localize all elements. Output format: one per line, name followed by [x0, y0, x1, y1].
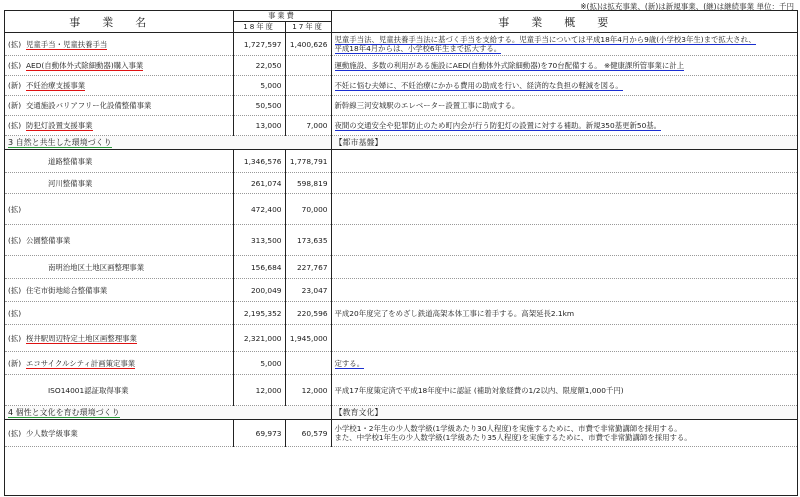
budget-fy18: 5,000: [233, 76, 285, 96]
overview-line: 平成20年度完了をめざし鉄道高架本体工事に着手する。高架延長2.1km: [334, 308, 575, 318]
budget-fy18: 2,195,352: [233, 302, 285, 325]
project-name: 道路整備事業: [48, 156, 93, 166]
project-name: 河川整備事業: [48, 178, 93, 188]
budget-fy18: 472,400: [233, 194, 285, 225]
project-overview: [331, 76, 797, 96]
project-name: 児童手当・児童扶養手当: [26, 39, 108, 49]
overview-line: 平成17年度策定済で平成18年度中に認証 (補助対象経費の1/2以内、限度額1,000千円): [334, 385, 624, 395]
section-category: 【都市基盤】: [331, 136, 797, 150]
project-overview: [331, 173, 797, 194]
project-overview: [331, 116, 797, 136]
budget-fy18: 2,321,000: [233, 325, 285, 352]
overview-line: 小学校1・2年生の少人数学級(1学級あたり30人程度)を実施するために、市費で非常勤講師を採用する。: [334, 424, 682, 433]
overview-line: 定する。: [334, 358, 365, 368]
budget-fy18: 12,000: [233, 375, 285, 406]
budget-fy17: [285, 96, 331, 116]
project-status-tag: (拡): [8, 428, 22, 438]
budget-fy17: 227,767: [285, 256, 331, 279]
table-row: [5, 150, 797, 173]
project-status-tag: (拡): [8, 235, 22, 245]
budget-fy17: 173,635: [285, 225, 331, 256]
project-name: 少人数学級事業: [26, 428, 78, 438]
overview-line: また、中学校1年生の少人数学級(1学級あたり35人程度)を実施するために、市費で非常勤講師を採用する。: [334, 433, 692, 442]
budget-fy18: 156,684: [233, 256, 285, 279]
budget-fy17: 60,579: [285, 420, 331, 447]
budget-table-body: [5, 33, 797, 447]
budget-fy18: 69,973: [233, 420, 285, 447]
project-overview: [331, 256, 797, 279]
section-row: [5, 136, 797, 150]
budget-fy17: 1,945,000: [285, 325, 331, 352]
section-title: 4 個性と文化を育む環境づくり: [8, 408, 120, 417]
overview-line: 運動施設、多数の利用がある施設にAED(自動体外式除細動器)を70台配備する。 ※健康課所管事業に計上: [334, 61, 685, 70]
section-category: 【教育文化】: [331, 406, 797, 420]
table-row: [5, 375, 797, 406]
budget-fy17: [285, 352, 331, 375]
table-row: [5, 352, 797, 375]
budget-fy17: 12,000: [285, 375, 331, 406]
table-row: [5, 173, 797, 194]
overview-line: 不妊に悩む夫婦に、不妊治療にかかる費用の助成を行い、経済的な負担の軽減を図る。: [334, 81, 623, 90]
budget-fy18: 13,000: [233, 116, 285, 136]
table-row: [5, 256, 797, 279]
project-status-tag: (新): [8, 81, 22, 90]
unit-note: ※(拡)は拡充事業、(新)は新規事業、(継)は継続事業 単位：千円: [580, 2, 794, 11]
table-row: [5, 116, 797, 136]
table-row: [5, 194, 797, 225]
project-overview: [331, 33, 797, 56]
budget-fy18: 261,074: [233, 173, 285, 194]
project-overview: [331, 420, 797, 447]
table-row: [5, 279, 797, 302]
table-row: [5, 33, 797, 56]
budget-fy18: 313,500: [233, 225, 285, 256]
project-overview: [331, 194, 797, 225]
overview-line: 新幹線三河安城駅のエレベーター設置工事に助成する。: [334, 101, 520, 110]
header-overview: 事業概要: [331, 11, 797, 33]
project-name: 不妊治療支援事業: [26, 81, 86, 90]
project-name: 南明治地区土地区画整理事業: [48, 262, 145, 272]
project-name: 交通施設バリアフリー化設備整備事業: [26, 101, 152, 110]
project-overview: [331, 225, 797, 256]
table-row: [5, 420, 797, 447]
table-row: [5, 56, 797, 76]
project-overview: [331, 56, 797, 76]
project-status-tag: (拡): [8, 308, 22, 318]
budget-fy18: 22,050: [233, 56, 285, 76]
project-name: 公園整備事業: [26, 235, 71, 245]
project-status-tag: (拡): [8, 121, 22, 130]
table-row: [5, 76, 797, 96]
project-status-tag: (拡): [8, 39, 22, 49]
project-status-tag: (新): [8, 358, 22, 368]
project-overview: [331, 375, 797, 406]
project-overview: [331, 325, 797, 352]
project-name: AED(自動体外式除細動器)購入事業: [26, 61, 144, 70]
budget-fy18: 1,727,597: [233, 33, 285, 56]
budget-fy18: 200,049: [233, 279, 285, 302]
project-status-tag: (拡): [8, 285, 22, 295]
budget-fy17: [285, 76, 331, 96]
project-status-tag: (拡): [8, 204, 22, 214]
budget-fy18: 5,000: [233, 352, 285, 375]
project-status-tag: (拡): [8, 333, 22, 343]
budget-fy17: 220,596: [285, 302, 331, 325]
header-budget: 事業費: [233, 11, 331, 22]
project-name: 防犯灯設置支援事業: [26, 121, 93, 130]
budget-fy18: 50,500: [233, 96, 285, 116]
budget-table-sheet: [4, 10, 798, 496]
overview-line: 夜間の交通安全や犯罪防止のため町内会が行う防犯灯の設置に対する補助。新規350基更新50基。: [334, 121, 662, 130]
overview-line: 児童手当法、児童扶養手当法に基づく手当を支給する。児童手当については平成18年4月から9歳(小学校3年生)まで拡大され、: [334, 35, 756, 44]
project-overview: [331, 352, 797, 375]
budget-fy17: 23,047: [285, 279, 331, 302]
header-fy17: 17年度: [285, 22, 331, 33]
project-status-tag: (新): [8, 101, 22, 110]
project-overview: [331, 96, 797, 116]
budget-fy17: 1,400,626: [285, 33, 331, 56]
budget-fy17: 70,000: [285, 194, 331, 225]
table-row: [5, 96, 797, 116]
budget-fy17: 1,778,791: [285, 150, 331, 173]
overview-line: 平成18年4月からは、小学校6年生まで拡大する。: [334, 44, 502, 53]
project-name: 桜井駅周辺特定土地区画整理事業: [26, 333, 137, 343]
project-status-tag: (拡): [8, 61, 22, 70]
project-name: エコサイクルシティ計画策定事業: [26, 358, 136, 368]
budget-fy17: 598,819: [285, 173, 331, 194]
project-overview: [331, 279, 797, 302]
header-fy18: 18年度: [233, 22, 285, 33]
table-row: [5, 225, 797, 256]
header-project-name: 事業名: [5, 11, 233, 33]
table-row: [5, 325, 797, 352]
project-overview: [331, 150, 797, 173]
section-title: 3 自然と共生した環境づくり: [8, 138, 112, 147]
budget-fy17: [285, 56, 331, 76]
budget-fy17: 7,000: [285, 116, 331, 136]
table-row: [5, 302, 797, 325]
project-overview: [331, 302, 797, 325]
budget-table: [5, 11, 797, 447]
project-name: 住宅市街地総合整備事業: [26, 285, 108, 295]
project-name: ISO14001認証取得事業: [48, 385, 129, 395]
section-row: [5, 406, 797, 420]
budget-fy18: 1,346,576: [233, 150, 285, 173]
